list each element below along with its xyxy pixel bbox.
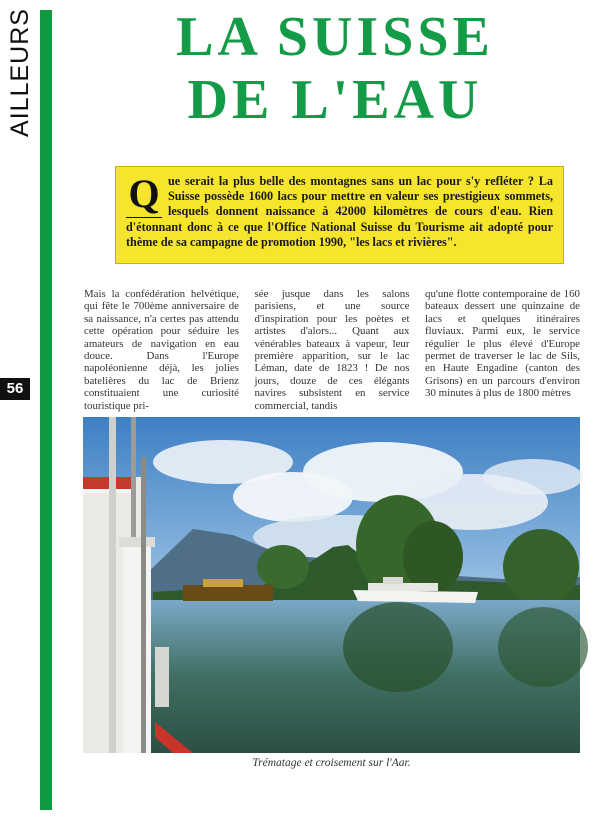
intro-text: ue serait la plus belle des montagnes sans un lac pour s'y refléter ? La Suisse possède 1600 lacs pour mettre en valeur ses prestigieux sommets, lesquels donnent naissance à 42000 kilomètres de cours d'eau. Rien d'étonnant donc à ce que l'Office National Suisse du Tourisme ait adopté pour thème de sa campagne de promotion 1990, "les lacs et rivières". [126, 174, 553, 249]
article-title-line-1: LA SUISSE [176, 6, 494, 68]
drop-cap-rule [126, 217, 162, 218]
drop-cap-letter: Q [128, 171, 160, 216]
drop-cap [126, 171, 162, 218]
photo-caption: Trématage et croisement sur l'Aar. [252, 757, 411, 769]
page-number: 56 [0, 378, 30, 400]
article-title-line-2: DE L'EAU [187, 69, 483, 131]
intro-box [115, 166, 564, 264]
body-column-1: Mais la confédération helvétique, qui fête le 700ème anniversaire de sa naissance, n'a certes pas attendu cette opération pour séduire les amateurs de navigation en eau douce. Dans l'Europe napoléonienne déjà, les jolies batelières du lac de Brienz constituaient une curiosité touristique pri- [84, 288, 239, 412]
section-label [1, 6, 39, 138]
body-column-3: qu'une flotte contemporaine de 160 bateaux dessert une quinzaine de lacs et quelques itinéraires fluviaux. Parmi eux, le service régulier le plus élevé d'Europe permet de traverser le lac de Sils, en Haute Engadine (canton des Grisons) en un parcours d'environ 30 minutes à plus de 1800 mètres [425, 288, 580, 400]
body-column-2: sée jusque dans les salons parisiens, et une source d'inspiration pour les poètes et artistes d'alors... Quant aux vénérables bateaux à vapeur, leur première apparition, sur le lac Léman, date de 1823 ! De nos jours, douze de ces élégants navires subsistent en service commercial, tandis [254, 288, 410, 412]
river-photo-illustration [83, 417, 580, 753]
section-color-bar [40, 10, 52, 810]
body-columns [84, 288, 580, 412]
river-photo [83, 417, 580, 753]
article-title [70, 6, 600, 132]
section-label-text: AILLEURS [5, 7, 34, 137]
